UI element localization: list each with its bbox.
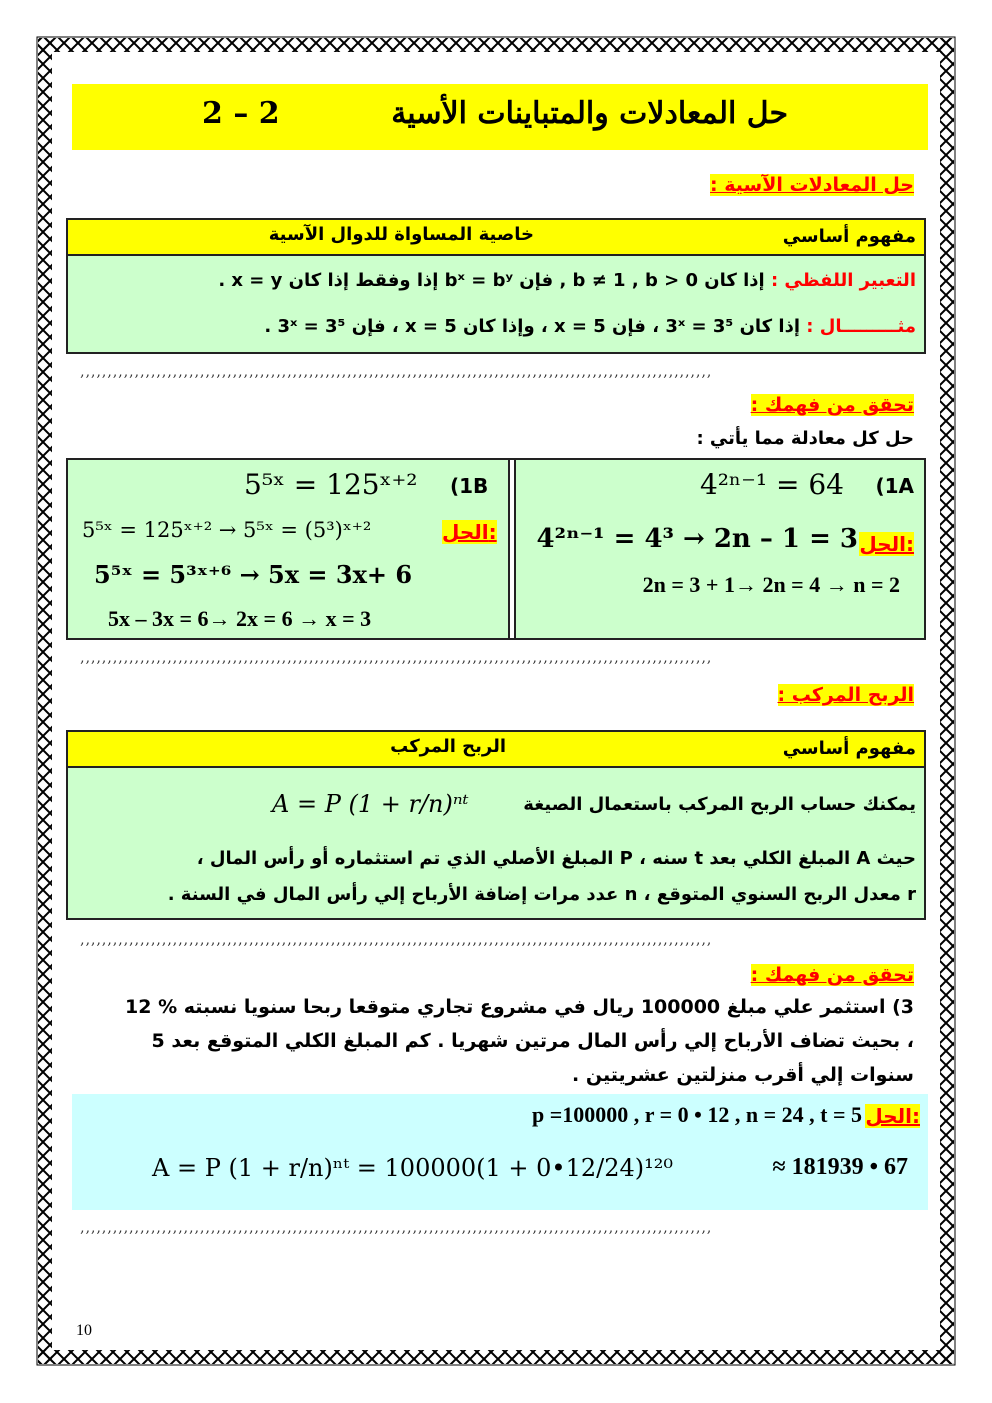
- solutions-grid: [66, 458, 926, 640]
- question-line-3: سنوات إلي أقرب منزلتين عشريتين .: [572, 1064, 914, 1086]
- instruction: حل كل معادلة مما يأتي :: [696, 428, 914, 449]
- dotted-separator: ‚‚‚‚‚‚‚‚‚‚‚‚‚‚‚‚‚‚‚‚‚‚‚‚‚‚‚‚‚‚‚‚‚‚‚‚‚‚‚‚‚‚‚‚‚‚‚‚‚‚‚‚‚‚‚‚‚‚‚‚‚‚‚‚‚‚‚‚‚‚‚‚‚‚‚‚‚‚‚‚‚‚‚‚‚‚‚‚‚‚‚‚‚‚‚‚‚‚‚‚‚‚‚‚‚‚‚‚‚‚‚‚‚‚‚‚: [80, 364, 713, 380]
- concept-box-header: [68, 220, 924, 256]
- problem-1a-step2: 2n = 3 + 1→ 2n = 4 → n = 2: [642, 572, 900, 597]
- question-line-1: 3) استثمر علي مبلغ 100000 ريال في مشروع تجاري متوقعا ربحا سنويا نسبته % 12: [125, 996, 914, 1018]
- variables-line-1: حيث A المبلغ الكلي بعد t سنه ، P المبلغ الأصلي الذي تم استثماره أو رأس المال ،: [196, 848, 916, 869]
- solution-panel: [72, 1094, 928, 1210]
- problem-1a-solution-label: الحل:: [859, 532, 914, 556]
- concept-box-equality: [66, 218, 926, 354]
- problem-1a-step1: 4²ⁿ⁻¹ = 4³ → 2n – 1 = 3: [536, 524, 858, 554]
- dotted-separator: ‚‚‚‚‚‚‚‚‚‚‚‚‚‚‚‚‚‚‚‚‚‚‚‚‚‚‚‚‚‚‚‚‚‚‚‚‚‚‚‚‚‚‚‚‚‚‚‚‚‚‚‚‚‚‚‚‚‚‚‚‚‚‚‚‚‚‚‚‚‚‚‚‚‚‚‚‚‚‚‚‚‚‚‚‚‚‚‚‚‚‚‚‚‚‚‚‚‚‚‚‚‚‚‚‚‚‚‚‚‚‚‚‚‚‚‚: [80, 1220, 713, 1236]
- example-text: إذا كان 3ˣ = 3⁵ ، فإن x = 5 ، وإذا كان x = 5 ، فإن 3ˣ = 3⁵ .: [264, 316, 800, 337]
- solution-label: الحل:: [865, 1104, 920, 1128]
- section-heading-compound-interest: الربح المركب :: [777, 684, 914, 706]
- problem-1b-solution-label: الحل:: [442, 520, 497, 544]
- verbal-label: التعبير اللفظي :: [770, 270, 916, 291]
- compound-calculation: A = P (1 + r/n)ⁿᵗ = 100000(1 + 0•12/24)¹²⁰: [152, 1154, 673, 1182]
- final-result: ≈ 181939 • 67: [772, 1154, 908, 1180]
- concept-box-compound-interest: [66, 730, 926, 920]
- variables-line-2: r معدل الربح السنوي المتوقع ، n عدد مرات إضافة الأرباح إلي رأس المال في السنة .: [167, 884, 916, 905]
- example-row: [264, 316, 916, 337]
- dotted-separator: ‚‚‚‚‚‚‚‚‚‚‚‚‚‚‚‚‚‚‚‚‚‚‚‚‚‚‚‚‚‚‚‚‚‚‚‚‚‚‚‚‚‚‚‚‚‚‚‚‚‚‚‚‚‚‚‚‚‚‚‚‚‚‚‚‚‚‚‚‚‚‚‚‚‚‚‚‚‚‚‚‚‚‚‚‚‚‚‚‚‚‚‚‚‚‚‚‚‚‚‚‚‚‚‚‚‚‚‚‚‚‚‚‚‚‚‚: [80, 932, 713, 948]
- problem-1b-step1: 5⁵ˣ = 125ˣ⁺² → 5⁵ˣ = (5³)ˣ⁺²: [82, 518, 372, 542]
- example-label: مثـــــــــال :: [806, 316, 916, 337]
- concept-title: خاصية المساواة للدوال الآسية: [268, 224, 534, 245]
- dotted-separator: ‚‚‚‚‚‚‚‚‚‚‚‚‚‚‚‚‚‚‚‚‚‚‚‚‚‚‚‚‚‚‚‚‚‚‚‚‚‚‚‚‚‚‚‚‚‚‚‚‚‚‚‚‚‚‚‚‚‚‚‚‚‚‚‚‚‚‚‚‚‚‚‚‚‚‚‚‚‚‚‚‚‚‚‚‚‚‚‚‚‚‚‚‚‚‚‚‚‚‚‚‚‚‚‚‚‚‚‚‚‚‚‚‚‚‚‚: [80, 650, 713, 666]
- section-heading-exponential-equations: حل المعادلات الآسية :: [710, 174, 914, 196]
- concept-box-header: [68, 732, 924, 768]
- concept-label: مفهوم أساسي: [782, 738, 916, 759]
- problem-1b-step3: 5x – 3x = 6→ 2x = 6 → x = 3: [108, 606, 372, 631]
- check-understanding-heading-1: تحقق من فهمك :: [750, 394, 914, 416]
- verbal-expression: [218, 270, 916, 291]
- concept-label: مفهوم أساسي: [782, 226, 916, 247]
- problem-1b-step2: 5⁵ˣ = 5³ˣ⁺⁶ → 5x = 3x+ 6: [94, 560, 413, 589]
- question-line-2: ، بحيث تضاف الأرباح إلي رأس المال مرتين شهريا . كم المبلغ الكلي المتوقع بعد 5: [151, 1030, 914, 1052]
- formula-intro: يمكنك حساب الربح المركب باستعمال الصيغة: [523, 794, 916, 815]
- problem-1b-equation: 5⁵ˣ = 125ˣ⁺²: [244, 468, 418, 501]
- verbal-text: إذا كان b ≠ 1 , b > 0 , فإن bˣ = bʸ إذا وفقط إذا كان x = y .: [218, 270, 765, 291]
- check-understanding-heading-2: تحقق من فهمك :: [750, 964, 914, 986]
- problem-1a-equation: 4²ⁿ⁻¹ = 64: [699, 468, 844, 501]
- problem-1b-label: (1B: [450, 474, 489, 498]
- lesson-number: 2 – 2: [202, 96, 280, 131]
- page-title: حل المعادلات والمتباينات الأسية: [391, 96, 788, 131]
- concept-title: الربح المركب: [390, 736, 506, 757]
- column-divider: [508, 460, 516, 638]
- compound-formula: A = P (1 + r/n)ⁿᵗ: [272, 790, 469, 818]
- title-bar: [72, 84, 928, 150]
- page-number: 10: [76, 1322, 92, 1339]
- given-values: p =100000 , r = 0 • 12 , n = 24 , t = 5: [531, 1102, 862, 1127]
- problem-1a-label: (1A: [875, 474, 914, 498]
